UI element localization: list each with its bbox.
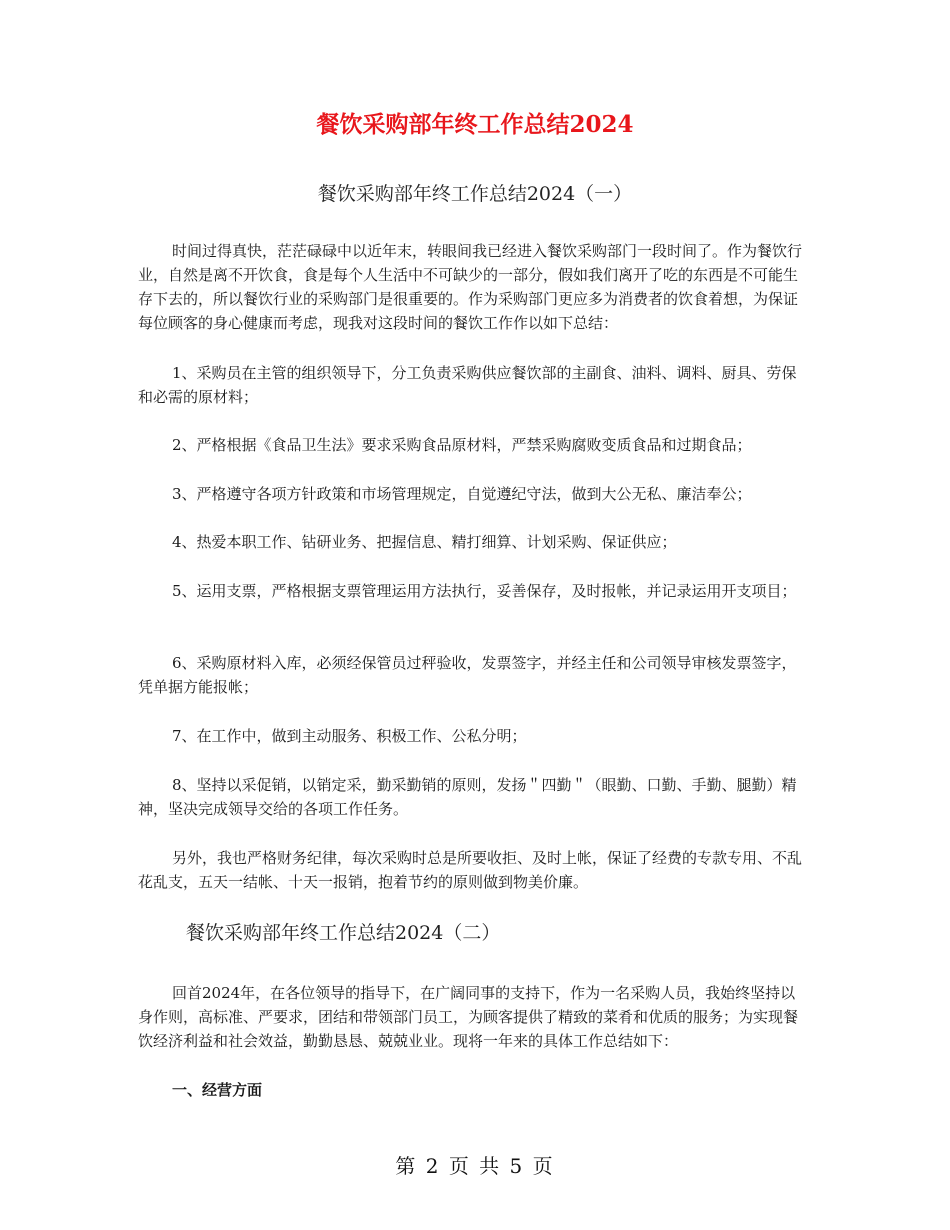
section-1-closing: 另外，我也严格财务纪律，每次采购时总是所要收拒、及时上帐，保证了经费的专款专用、不乱花乱支，五天一结帐、十天一报销，抱着节约的原则做到物美价廉。 bbox=[138, 849, 803, 891]
page-footer: 第 2 页 共 5 页 bbox=[395, 1154, 555, 1178]
list-item-3: 3、严格遵守各项方针政策和市场管理规定，自觉遵纪守法，做到大公无私、廉洁奉公； bbox=[172, 485, 752, 503]
list-item-7: 7、在工作中，做到主动服务、积极工作、公私分明； bbox=[172, 727, 527, 745]
list-item-2: 2、严格根据《食品卫生法》要求采购食品原材料，严禁采购腐败变质食品和过期食品； bbox=[172, 436, 752, 454]
list-item-1: 1、采购员在主管的组织领导下，分工负责采购供应餐饮部的主副食、油料、调料、厨具、劳保和必需的原材料； bbox=[138, 364, 797, 406]
section-1-heading: 餐饮采购部年终工作总结2024（一） bbox=[317, 183, 633, 205]
list-item-6: 6、采购原材料入库，必须经保管员过秤验收，发票签字，并经主任和公司领导审核发票签字，凭单据方能报帐； bbox=[138, 654, 797, 696]
section-2-intro: 回首2024年，在各位领导的指导下，在广阔同事的支持下，作为一名采购人员，我始终坚持以身作则，高标准、严要求，团结和带领部门员工，为顾客提供了精致的菜肴和优质的服务；为实现餐饮经济利益和社会效益，勤勤恳恳、兢兢业业。现将一年来的具体工作总结如下： bbox=[138, 984, 799, 1050]
document-title: 餐饮采购部年终工作总结2024 bbox=[316, 111, 634, 138]
section-1-intro: 时间过得真快，茫茫碌碌中以近年末，转眼间我已经进入餐饮采购部门一段时间了。作为餐饮行业，自然是离不开饮食，食是每个人生活中不可缺少的一部分，假如我们离开了吃的东西是不可能生存下去的，所以餐饮行业的采购部门是很重要的。作为采购部门更应多为消费者的饮食着想，为保证每位顾客的身心健康而考虑，现我对这段时间的餐饮工作作以如下总结： bbox=[138, 242, 803, 332]
list-item-4: 4、热爱本职工作、钻研业务、把握信息、精打细算、计划采购、保证供应； bbox=[172, 533, 677, 551]
list-item-5: 5、运用支票，严格根据支票管理运用方法执行，妥善保存，及时报帐，并记录运用开支项目； bbox=[172, 582, 797, 600]
section-2-heading: 餐饮采购部年终工作总结2024（二） bbox=[186, 922, 501, 944]
section-2-subheading: 一、经营方面 bbox=[172, 1081, 263, 1099]
list-item-8: 8、坚持以采促销，以销定采，勤采勤销的原则，发扬＂四勤＂（眼勤、口勤、手勤、腿勤）精神，坚决完成领导交给的各项工作任务。 bbox=[138, 776, 797, 818]
